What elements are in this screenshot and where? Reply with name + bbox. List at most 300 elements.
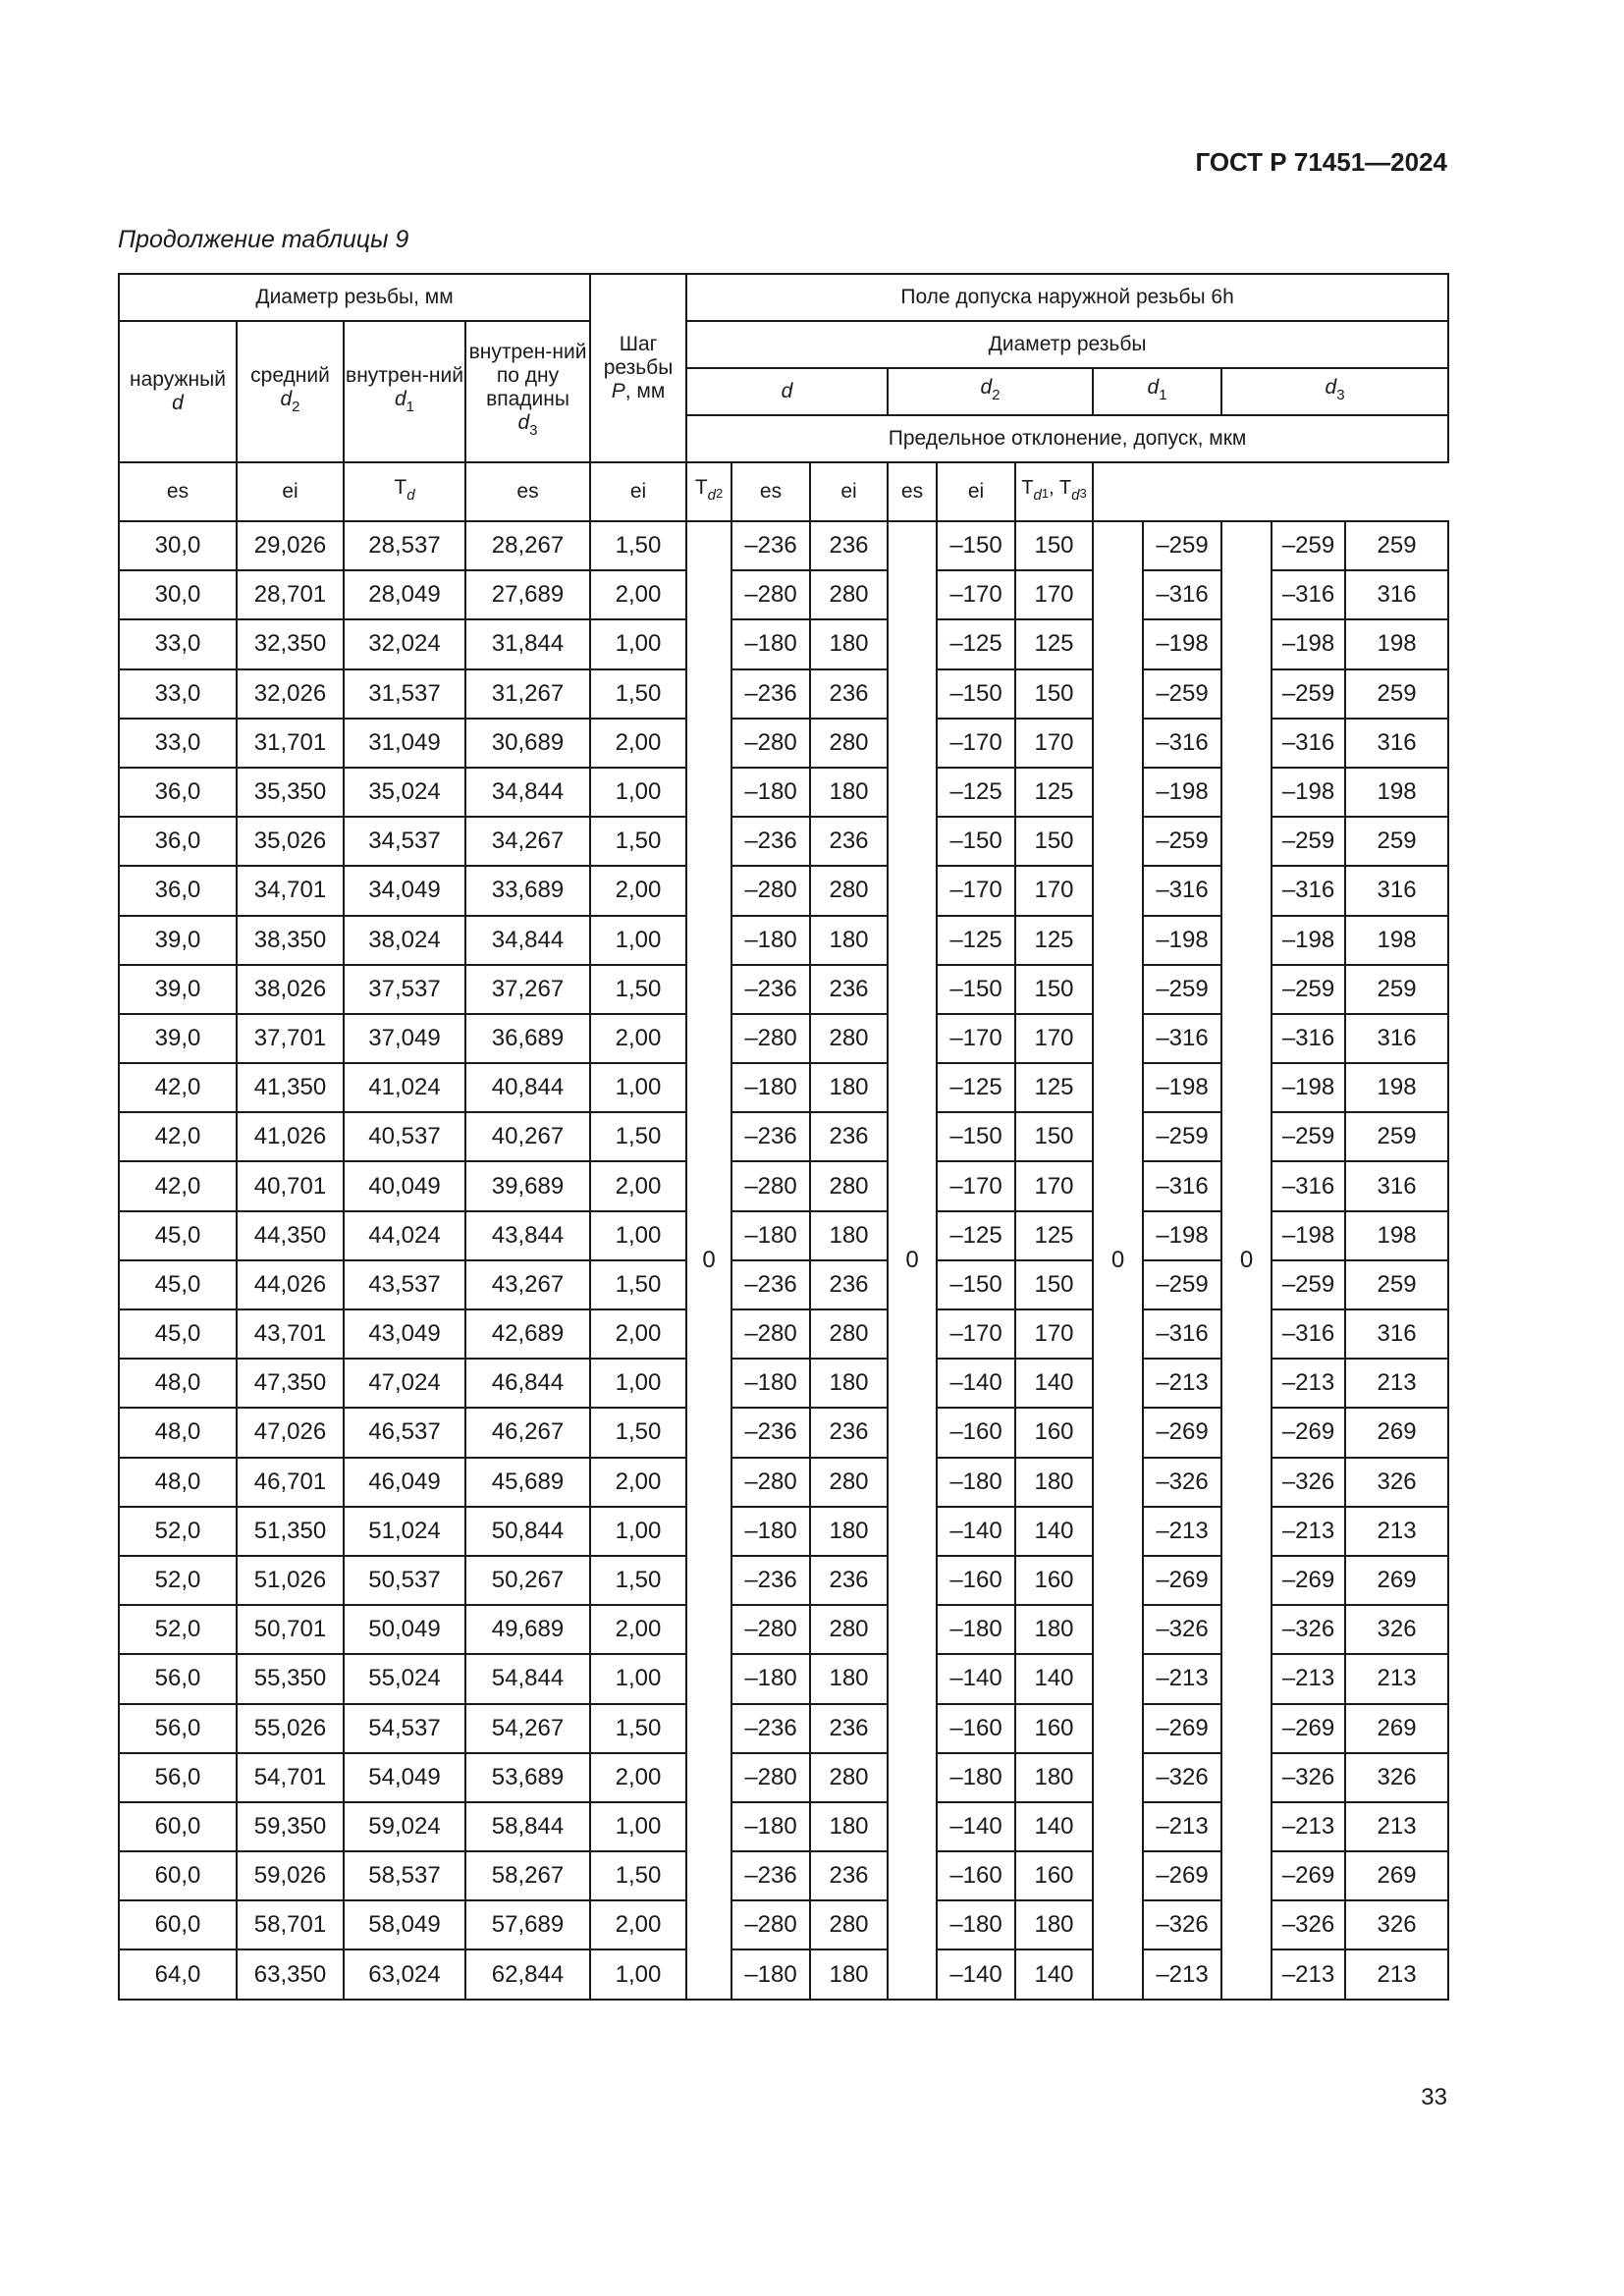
cell-d3: 40,844 xyxy=(465,1063,590,1112)
cell-ei-d3: –198 xyxy=(1272,916,1345,965)
cell-Td1-Td3: 198 xyxy=(1345,619,1448,668)
cell-ei-d: –236 xyxy=(731,1408,810,1457)
cell-Td2: 160 xyxy=(1015,1851,1093,1900)
cell-pitch: 1,00 xyxy=(590,1507,686,1556)
cell-ei-d: –236 xyxy=(731,817,810,866)
cell-d3: 33,689 xyxy=(465,866,590,915)
cell-Td1-Td3: 259 xyxy=(1345,521,1448,570)
cell-ei-d: –280 xyxy=(731,719,810,768)
header-es-d1: es xyxy=(731,462,810,521)
cell-pitch: 2,00 xyxy=(590,1161,686,1210)
cell-d: 42,0 xyxy=(119,1112,237,1161)
cell-d1: 40,049 xyxy=(344,1161,465,1210)
cell-Td2: 160 xyxy=(1015,1704,1093,1753)
cell-ei-d1: –259 xyxy=(1143,1112,1221,1161)
cell-d: 30,0 xyxy=(119,570,237,619)
cell-d2: 32,350 xyxy=(237,619,344,668)
cell-d1: 58,049 xyxy=(344,1900,465,1949)
cell-d: 39,0 xyxy=(119,965,237,1014)
cell-ei-d1: –316 xyxy=(1143,866,1221,915)
cell-Td2: 125 xyxy=(1015,1063,1093,1112)
cell-Td: 180 xyxy=(810,1063,888,1112)
cell-d2: 35,350 xyxy=(237,768,344,817)
cell-ei-d3: –316 xyxy=(1272,1161,1345,1210)
cell-ei-d: –236 xyxy=(731,1704,810,1753)
cell-ei-d1: –259 xyxy=(1143,1260,1221,1309)
cell-ei-d1: –316 xyxy=(1143,719,1221,768)
cell-ei-d3: –198 xyxy=(1272,619,1345,668)
cell-d: 48,0 xyxy=(119,1458,237,1507)
cell-Td: 280 xyxy=(810,1014,888,1063)
cell-Td1-Td3: 326 xyxy=(1345,1900,1448,1949)
cell-ei-d: –236 xyxy=(731,521,810,570)
cell-d2: 41,026 xyxy=(237,1112,344,1161)
header-Td1-Td3: $T_{d1}$, $T_{d3}$ xyxy=(1015,462,1093,521)
cell-d1: 63,024 xyxy=(344,1949,465,1999)
cell-ei-d2: –160 xyxy=(937,1851,1015,1900)
cell-Td1-Td3: 259 xyxy=(1345,817,1448,866)
cell-ei-d1: –213 xyxy=(1143,1654,1221,1703)
cell-ei-d1: –213 xyxy=(1143,1802,1221,1851)
cell-ei-d1: –316 xyxy=(1143,1014,1221,1063)
cell-ei-d1: –326 xyxy=(1143,1900,1221,1949)
cell-ei-d2: –170 xyxy=(937,1014,1015,1063)
cell-d2: 47,350 xyxy=(237,1359,344,1408)
cell-Td: 236 xyxy=(810,1556,888,1605)
cell-d2: 40,701 xyxy=(237,1161,344,1210)
cell-d1: 51,024 xyxy=(344,1507,465,1556)
cell-Td1-Td3: 213 xyxy=(1345,1802,1448,1851)
cell-d2: 46,701 xyxy=(237,1458,344,1507)
cell-pitch: 1,50 xyxy=(590,965,686,1014)
cell-Td1-Td3: 198 xyxy=(1345,768,1448,817)
cell-ei-d3: –259 xyxy=(1272,521,1345,570)
cell-d: 33,0 xyxy=(119,719,237,768)
cell-pitch: 1,00 xyxy=(590,916,686,965)
cell-ei-d3: –259 xyxy=(1272,817,1345,866)
header-d: d xyxy=(686,368,888,415)
header-ei-d1: ei xyxy=(810,462,888,521)
cell-Td: 180 xyxy=(810,1802,888,1851)
cell-ei-d: –280 xyxy=(731,1458,810,1507)
cell-Td: 280 xyxy=(810,1900,888,1949)
cell-pitch: 2,00 xyxy=(590,1458,686,1507)
cell-Td2: 125 xyxy=(1015,619,1093,668)
cell-d1: 43,537 xyxy=(344,1260,465,1309)
cell-d3: 34,267 xyxy=(465,817,590,866)
cell-ei-d1: –213 xyxy=(1143,1949,1221,1999)
cell-Td2: 150 xyxy=(1015,965,1093,1014)
cell-Td1-Td3: 316 xyxy=(1345,1161,1448,1210)
header-inner-diameter: внутрен-ний $d_1$ xyxy=(344,321,465,462)
cell-d1: 59,024 xyxy=(344,1802,465,1851)
cell-d2: 50,701 xyxy=(237,1605,344,1654)
cell-d2: 43,701 xyxy=(237,1309,344,1359)
cell-ei-d3: –316 xyxy=(1272,1309,1345,1359)
cell-Td1-Td3: 198 xyxy=(1345,1211,1448,1260)
table-body xyxy=(119,521,1448,2000)
cell-ei-d3: –259 xyxy=(1272,1112,1345,1161)
cell-Td1-Td3: 269 xyxy=(1345,1851,1448,1900)
cell-Td2: 150 xyxy=(1015,1260,1093,1309)
cell-d: 48,0 xyxy=(119,1359,237,1408)
cell-Td2: 170 xyxy=(1015,1161,1093,1210)
cell-d2: 63,350 xyxy=(237,1949,344,1999)
cell-Td2: 180 xyxy=(1015,1605,1093,1654)
cell-d3: 54,844 xyxy=(465,1654,590,1703)
cell-Td: 180 xyxy=(810,768,888,817)
cell-d: 56,0 xyxy=(119,1753,237,1802)
cell-es-d1: 0 xyxy=(1093,521,1143,2000)
cell-Td2: 150 xyxy=(1015,521,1093,570)
cell-d3: 40,267 xyxy=(465,1112,590,1161)
cell-d1: 31,537 xyxy=(344,669,465,719)
cell-ei-d1: –213 xyxy=(1143,1359,1221,1408)
cell-Td2: 170 xyxy=(1015,1014,1093,1063)
table-row xyxy=(119,521,1448,570)
cell-Td1-Td3: 198 xyxy=(1345,1063,1448,1112)
cell-d: 33,0 xyxy=(119,619,237,668)
cell-d: 52,0 xyxy=(119,1507,237,1556)
cell-ei-d3: –213 xyxy=(1272,1654,1345,1703)
cell-d1: 54,537 xyxy=(344,1704,465,1753)
cell-Td: 180 xyxy=(810,1507,888,1556)
cell-Td2: 140 xyxy=(1015,1949,1093,1999)
cell-d1: 46,049 xyxy=(344,1458,465,1507)
cell-d2: 32,026 xyxy=(237,669,344,719)
cell-d3: 53,689 xyxy=(465,1753,590,1802)
cell-d1: 40,537 xyxy=(344,1112,465,1161)
cell-ei-d: –236 xyxy=(731,965,810,1014)
cell-Td1-Td3: 198 xyxy=(1345,916,1448,965)
cell-pitch: 1,00 xyxy=(590,1211,686,1260)
cell-ei-d2: –140 xyxy=(937,1802,1015,1851)
cell-ei-d1: –269 xyxy=(1143,1851,1221,1900)
cell-d1: 55,024 xyxy=(344,1654,465,1703)
cell-Td2: 180 xyxy=(1015,1753,1093,1802)
cell-d1: 54,049 xyxy=(344,1753,465,1802)
cell-Td1-Td3: 213 xyxy=(1345,1359,1448,1408)
cell-Td: 236 xyxy=(810,1408,888,1457)
cell-d: 60,0 xyxy=(119,1900,237,1949)
cell-ei-d2: –170 xyxy=(937,719,1015,768)
cell-pitch: 1,50 xyxy=(590,1408,686,1457)
cell-Td: 236 xyxy=(810,1704,888,1753)
cell-ei-d3: –326 xyxy=(1272,1900,1345,1949)
cell-Td2: 150 xyxy=(1015,817,1093,866)
cell-d1: 46,537 xyxy=(344,1408,465,1457)
cell-d3: 34,844 xyxy=(465,768,590,817)
cell-d3: 42,689 xyxy=(465,1309,590,1359)
cell-ei-d1: –269 xyxy=(1143,1556,1221,1605)
cell-ei-d: –280 xyxy=(731,866,810,915)
cell-es-d2: 0 xyxy=(888,521,937,2000)
cell-Td1-Td3: 326 xyxy=(1345,1753,1448,1802)
header-ei-d3: ei xyxy=(937,462,1015,521)
cell-Td: 180 xyxy=(810,1359,888,1408)
cell-pitch: 1,50 xyxy=(590,817,686,866)
cell-ei-d3: –326 xyxy=(1272,1753,1345,1802)
cell-Td: 180 xyxy=(810,1211,888,1260)
cell-d1: 47,024 xyxy=(344,1359,465,1408)
cell-ei-d3: –259 xyxy=(1272,1260,1345,1309)
cell-ei-d2: –150 xyxy=(937,817,1015,866)
cell-ei-d1: –198 xyxy=(1143,916,1221,965)
cell-pitch: 1,50 xyxy=(590,521,686,570)
cell-Td: 236 xyxy=(810,1260,888,1309)
cell-d2: 59,350 xyxy=(237,1802,344,1851)
cell-ei-d2: –125 xyxy=(937,1211,1015,1260)
cell-ei-d1: –259 xyxy=(1143,965,1221,1014)
cell-ei-d1: –326 xyxy=(1143,1458,1221,1507)
cell-Td2: 180 xyxy=(1015,1900,1093,1949)
cell-ei-d1: –316 xyxy=(1143,1309,1221,1359)
cell-pitch: 1,50 xyxy=(590,1556,686,1605)
cell-d3: 30,689 xyxy=(465,719,590,768)
cell-ei-d: –180 xyxy=(731,1359,810,1408)
cell-d3: 45,689 xyxy=(465,1458,590,1507)
cell-d3: 34,844 xyxy=(465,916,590,965)
table-header xyxy=(119,274,1448,521)
cell-ei-d2: –170 xyxy=(937,1309,1015,1359)
cell-ei-d3: –269 xyxy=(1272,1408,1345,1457)
header-d3: $d_3$ xyxy=(1221,368,1448,415)
cell-d2: 38,350 xyxy=(237,916,344,965)
cell-Td2: 125 xyxy=(1015,768,1093,817)
cell-Td2: 160 xyxy=(1015,1556,1093,1605)
cell-d3: 39,689 xyxy=(465,1161,590,1210)
cell-ei-d2: –125 xyxy=(937,768,1015,817)
cell-d3: 49,689 xyxy=(465,1605,590,1654)
cell-ei-d2: –160 xyxy=(937,1556,1015,1605)
cell-ei-d1: –198 xyxy=(1143,619,1221,668)
cell-ei-d: –236 xyxy=(731,1112,810,1161)
cell-ei-d2: –125 xyxy=(937,619,1015,668)
document-code: ГОСТ Р 71451—2024 xyxy=(1195,147,1447,177)
cell-ei-d3: –198 xyxy=(1272,1063,1345,1112)
cell-ei-d2: –160 xyxy=(937,1408,1015,1457)
cell-d: 48,0 xyxy=(119,1408,237,1457)
cell-ei-d2: –170 xyxy=(937,570,1015,619)
cell-d1: 34,049 xyxy=(344,866,465,915)
cell-d: 60,0 xyxy=(119,1802,237,1851)
cell-d: 45,0 xyxy=(119,1260,237,1309)
cell-ei-d2: –160 xyxy=(937,1704,1015,1753)
cell-Td2: 125 xyxy=(1015,916,1093,965)
cell-ei-d1: –259 xyxy=(1143,521,1221,570)
cell-ei-d3: –198 xyxy=(1272,768,1345,817)
cell-Td1-Td3: 213 xyxy=(1345,1949,1448,1999)
cell-ei-d: –180 xyxy=(731,768,810,817)
cell-ei-d3: –269 xyxy=(1272,1851,1345,1900)
cell-d2: 55,026 xyxy=(237,1704,344,1753)
cell-ei-d3: –326 xyxy=(1272,1605,1345,1654)
cell-ei-d1: –326 xyxy=(1143,1605,1221,1654)
cell-Td1-Td3: 269 xyxy=(1345,1704,1448,1753)
cell-d: 56,0 xyxy=(119,1704,237,1753)
cell-ei-d: –280 xyxy=(731,1309,810,1359)
cell-pitch: 1,00 xyxy=(590,1949,686,1999)
header-d2: $d_2$ xyxy=(888,368,1093,415)
header-pitch: Шаг резьбы P, мм xyxy=(590,274,686,462)
cell-d: 36,0 xyxy=(119,866,237,915)
cell-d3: 31,267 xyxy=(465,669,590,719)
cell-ei-d1: –198 xyxy=(1143,1211,1221,1260)
cell-Td: 236 xyxy=(810,965,888,1014)
cell-ei-d2: –140 xyxy=(937,1359,1015,1408)
cell-ei-d: –180 xyxy=(731,619,810,668)
cell-Td: 236 xyxy=(810,521,888,570)
cell-ei-d3: –213 xyxy=(1272,1949,1345,1999)
cell-ei-d1: –259 xyxy=(1143,817,1221,866)
cell-d3: 46,267 xyxy=(465,1408,590,1457)
cell-ei-d2: –170 xyxy=(937,866,1015,915)
cell-d1: 41,024 xyxy=(344,1063,465,1112)
cell-Td1-Td3: 213 xyxy=(1345,1654,1448,1703)
cell-ei-d: –236 xyxy=(731,1556,810,1605)
header-middle-diameter: средний $d_2$ xyxy=(237,321,344,462)
cell-Td1-Td3: 316 xyxy=(1345,719,1448,768)
cell-d2: 29,026 xyxy=(237,521,344,570)
cell-d2: 31,701 xyxy=(237,719,344,768)
cell-d2: 47,026 xyxy=(237,1408,344,1457)
cell-d3: 58,267 xyxy=(465,1851,590,1900)
cell-Td: 236 xyxy=(810,817,888,866)
cell-ei-d3: –326 xyxy=(1272,1458,1345,1507)
cell-d2: 44,026 xyxy=(237,1260,344,1309)
cell-Td2: 140 xyxy=(1015,1802,1093,1851)
cell-pitch: 1,00 xyxy=(590,1802,686,1851)
cell-pitch: 2,00 xyxy=(590,719,686,768)
cell-d3: 43,267 xyxy=(465,1260,590,1309)
cell-ei-d2: –125 xyxy=(937,1063,1015,1112)
cell-Td2: 140 xyxy=(1015,1507,1093,1556)
cell-Td1-Td3: 316 xyxy=(1345,570,1448,619)
cell-d3: 31,844 xyxy=(465,619,590,668)
header-outer-diameter: наружный d xyxy=(119,321,237,462)
cell-ei-d: –180 xyxy=(731,1063,810,1112)
cell-Td: 280 xyxy=(810,719,888,768)
cell-ei-d: –180 xyxy=(731,1211,810,1260)
cell-ei-d2: –150 xyxy=(937,965,1015,1014)
cell-ei-d3: –213 xyxy=(1272,1802,1345,1851)
cell-d: 52,0 xyxy=(119,1605,237,1654)
cell-ei-d1: –198 xyxy=(1143,768,1221,817)
cell-Td2: 140 xyxy=(1015,1359,1093,1408)
cell-d3: 57,689 xyxy=(465,1900,590,1949)
cell-Td: 180 xyxy=(810,619,888,668)
header-tolerance-field: Поле допуска наружной резьбы 6h xyxy=(686,274,1448,321)
cell-d3: 28,267 xyxy=(465,521,590,570)
cell-ei-d: –280 xyxy=(731,1753,810,1802)
cell-ei-d3: –316 xyxy=(1272,570,1345,619)
cell-ei-d1: –326 xyxy=(1143,1753,1221,1802)
cell-Td1-Td3: 259 xyxy=(1345,669,1448,719)
cell-ei-d2: –150 xyxy=(937,1112,1015,1161)
cell-ei-d1: –198 xyxy=(1143,1063,1221,1112)
header-ei-d: ei xyxy=(237,462,344,521)
cell-d1: 32,024 xyxy=(344,619,465,668)
cell-pitch: 1,50 xyxy=(590,669,686,719)
cell-ei-d3: –269 xyxy=(1272,1556,1345,1605)
cell-ei-d3: –259 xyxy=(1272,669,1345,719)
cell-ei-d: –236 xyxy=(731,669,810,719)
cell-ei-d1: –316 xyxy=(1143,1161,1221,1210)
cell-es-d: 0 xyxy=(686,521,731,2000)
cell-pitch: 2,00 xyxy=(590,1309,686,1359)
header-Td2: $T_d2$ xyxy=(686,462,731,521)
cell-d3: 46,844 xyxy=(465,1359,590,1408)
cell-pitch: 1,00 xyxy=(590,1654,686,1703)
cell-Td: 180 xyxy=(810,916,888,965)
cell-d1: 34,537 xyxy=(344,817,465,866)
cell-ei-d: –236 xyxy=(731,1260,810,1309)
cell-d1: 38,024 xyxy=(344,916,465,965)
cell-d2: 51,026 xyxy=(237,1556,344,1605)
cell-d2: 28,701 xyxy=(237,570,344,619)
cell-d1: 50,049 xyxy=(344,1605,465,1654)
cell-Td2: 125 xyxy=(1015,1211,1093,1260)
cell-d: 45,0 xyxy=(119,1211,237,1260)
cell-ei-d3: –213 xyxy=(1272,1507,1345,1556)
cell-ei-d2: –140 xyxy=(937,1949,1015,1999)
cell-pitch: 2,00 xyxy=(590,866,686,915)
cell-d3: 43,844 xyxy=(465,1211,590,1260)
cell-d: 64,0 xyxy=(119,1949,237,1999)
cell-d2: 44,350 xyxy=(237,1211,344,1260)
cell-Td: 280 xyxy=(810,866,888,915)
cell-d1: 28,537 xyxy=(344,521,465,570)
page-number: 33 xyxy=(1421,2084,1447,2110)
cell-pitch: 1,00 xyxy=(590,619,686,668)
cell-d3: 37,267 xyxy=(465,965,590,1014)
thread-tolerance-table xyxy=(118,273,1449,2001)
cell-d1: 58,537 xyxy=(344,1851,465,1900)
cell-ei-d: –280 xyxy=(731,1900,810,1949)
cell-ei-d2: –150 xyxy=(937,521,1015,570)
cell-Td1-Td3: 259 xyxy=(1345,1112,1448,1161)
cell-d: 36,0 xyxy=(119,817,237,866)
cell-pitch: 1,50 xyxy=(590,1851,686,1900)
header-d1: $d_1$ xyxy=(1093,368,1221,415)
cell-d: 45,0 xyxy=(119,1309,237,1359)
header-es-d: es xyxy=(119,462,237,521)
cell-ei-d: –180 xyxy=(731,1949,810,1999)
cell-ei-d2: –150 xyxy=(937,669,1015,719)
cell-ei-d2: –180 xyxy=(937,1605,1015,1654)
cell-ei-d: –180 xyxy=(731,1802,810,1851)
cell-pitch: 2,00 xyxy=(590,570,686,619)
cell-d2: 58,701 xyxy=(237,1900,344,1949)
cell-d3: 54,267 xyxy=(465,1704,590,1753)
table-caption: Продолжение таблицы 9 xyxy=(118,226,409,253)
cell-ei-d2: –180 xyxy=(937,1753,1015,1802)
cell-Td1-Td3: 316 xyxy=(1345,1309,1448,1359)
cell-Td1-Td3: 316 xyxy=(1345,866,1448,915)
cell-pitch: 2,00 xyxy=(590,1900,686,1949)
cell-pitch: 1,50 xyxy=(590,1260,686,1309)
header-Td: $T_d$ xyxy=(344,462,465,521)
cell-d3: 58,844 xyxy=(465,1802,590,1851)
cell-ei-d: –280 xyxy=(731,570,810,619)
cell-Td2: 170 xyxy=(1015,570,1093,619)
header-es-d3: es xyxy=(888,462,937,521)
cell-ei-d1: –259 xyxy=(1143,669,1221,719)
cell-d1: 50,537 xyxy=(344,1556,465,1605)
cell-Td1-Td3: 259 xyxy=(1345,1260,1448,1309)
header-deviation: Предельное отклонение, допуск, мкм xyxy=(686,415,1448,462)
cell-d1: 35,024 xyxy=(344,768,465,817)
